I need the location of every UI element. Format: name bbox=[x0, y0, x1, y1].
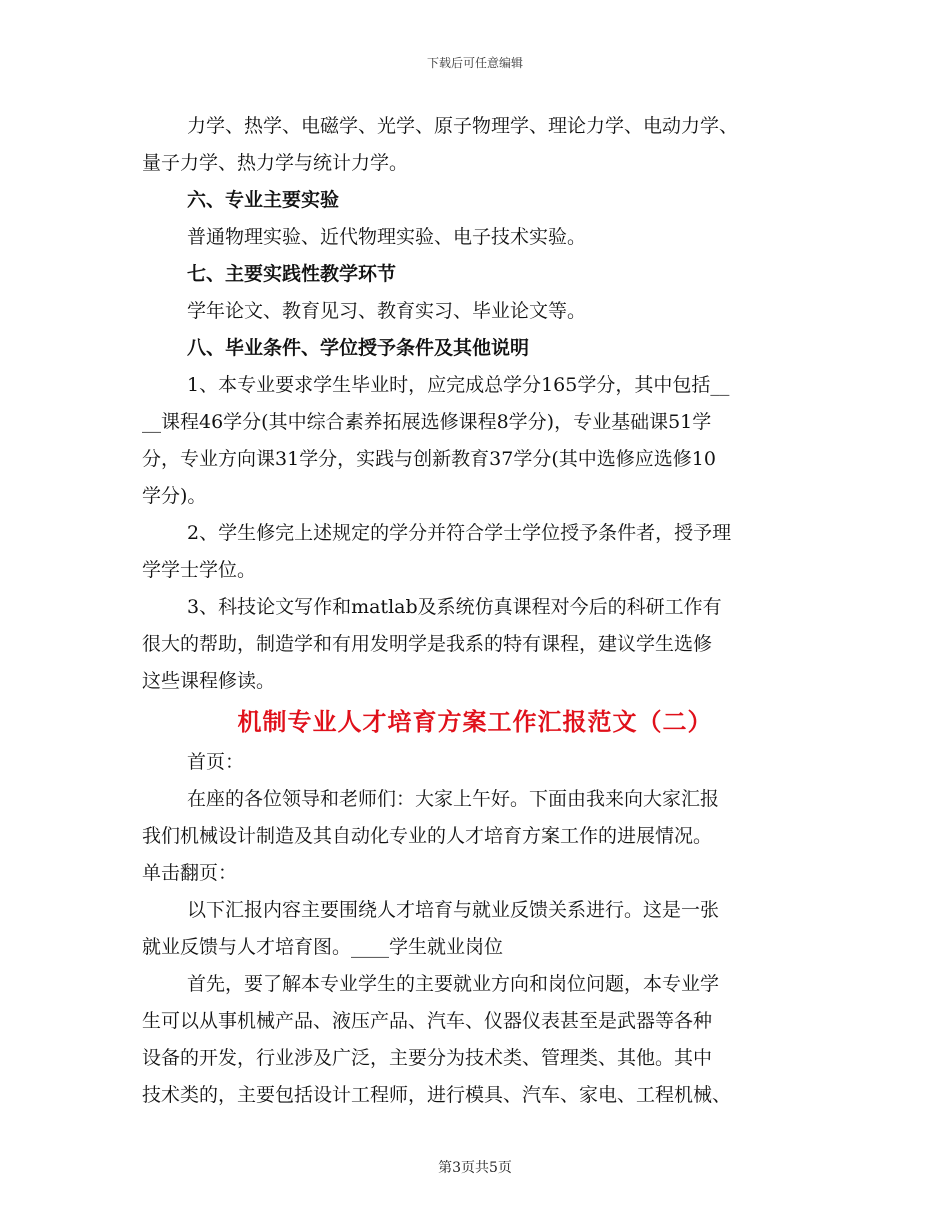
text-line: 设备的开发，行业涉及广泛，主要分为技术类、管理类、其他。其中 bbox=[142, 1047, 713, 1069]
text-line: 学学士学位。 bbox=[142, 559, 257, 581]
text-line: 单击翻页： bbox=[142, 862, 238, 884]
section-heading-practice: 七、主要实践性教学环节 bbox=[187, 263, 397, 285]
page-header-note: 下载后可任意编辑 bbox=[426, 56, 523, 70]
page-number: 第3页共5页 bbox=[438, 1160, 512, 1176]
text-line: 3、科技论文写作和matlab及系统仿真课程对今后的科研工作有 bbox=[187, 596, 722, 618]
text-line: 我们机械设计制造及其自动化专业的人才培育方案工作的进展情况。 bbox=[142, 825, 713, 847]
text-line: 首页： bbox=[187, 751, 245, 773]
text-line: 1、本专业要求学生毕业时，应完成总学分165学分，其中包括__ bbox=[187, 374, 730, 396]
text-line: 在座的各位领导和老师们：大家上午好。下面由我来向大家汇报 bbox=[187, 788, 720, 810]
text-line: 量子力学、热力学与统计力学。 bbox=[142, 152, 409, 174]
text-line: 技术类的，主要包括设计工程师，进行模具、汽车、家电、工程机械、 bbox=[142, 1084, 732, 1106]
text-line: 生可以从事机械产品、液压产品、汽车、仪器仪表甚至是武器等各种 bbox=[142, 1010, 713, 1032]
text-line: 很大的帮助，制造学和有用发明学是我系的特有课程，建议学生选修 bbox=[142, 633, 713, 655]
text-line: 学年论文、教育见习、教育实习、毕业论文等。 bbox=[187, 300, 587, 322]
section-title: 机制专业人才培育方案工作汇报范文（二） bbox=[237, 707, 713, 736]
text-line: 力学、热学、电磁学、光学、原子物理学、理论力学、电动力学、 bbox=[187, 115, 739, 137]
text-line: 普通物理实验、近代物理实验、电子技术实验。 bbox=[187, 226, 587, 248]
text-line: __课程46学分(其中综合素养拓展选修课程8学分)，专业基础课51学 bbox=[142, 411, 712, 433]
section-heading-experiments: 六、专业主要实验 bbox=[187, 189, 340, 211]
text-line: 就业反馈与人才培育图。____学生就业岗位 bbox=[142, 936, 504, 958]
text-line: 这些课程修读。 bbox=[142, 670, 276, 692]
text-line: 学分)。 bbox=[142, 485, 207, 507]
text-line: 以下汇报内容主要围绕人才培育与就业反馈关系进行。这是一张 bbox=[187, 899, 720, 921]
document-body bbox=[142, 108, 808, 1114]
text-line: 首先，要了解本专业学生的主要就业方向和岗位问题，本专业学 bbox=[187, 973, 720, 995]
text-line: 分，专业方向课31学分，实践与创新教育37学分(其中选修应选修10 bbox=[142, 448, 716, 470]
text-line: 2、学生修完上述规定的学分并符合学士学位授予条件者，授予理 bbox=[187, 522, 732, 544]
section-heading-graduation: 八、毕业条件、学位授予条件及其他说明 bbox=[187, 337, 530, 359]
